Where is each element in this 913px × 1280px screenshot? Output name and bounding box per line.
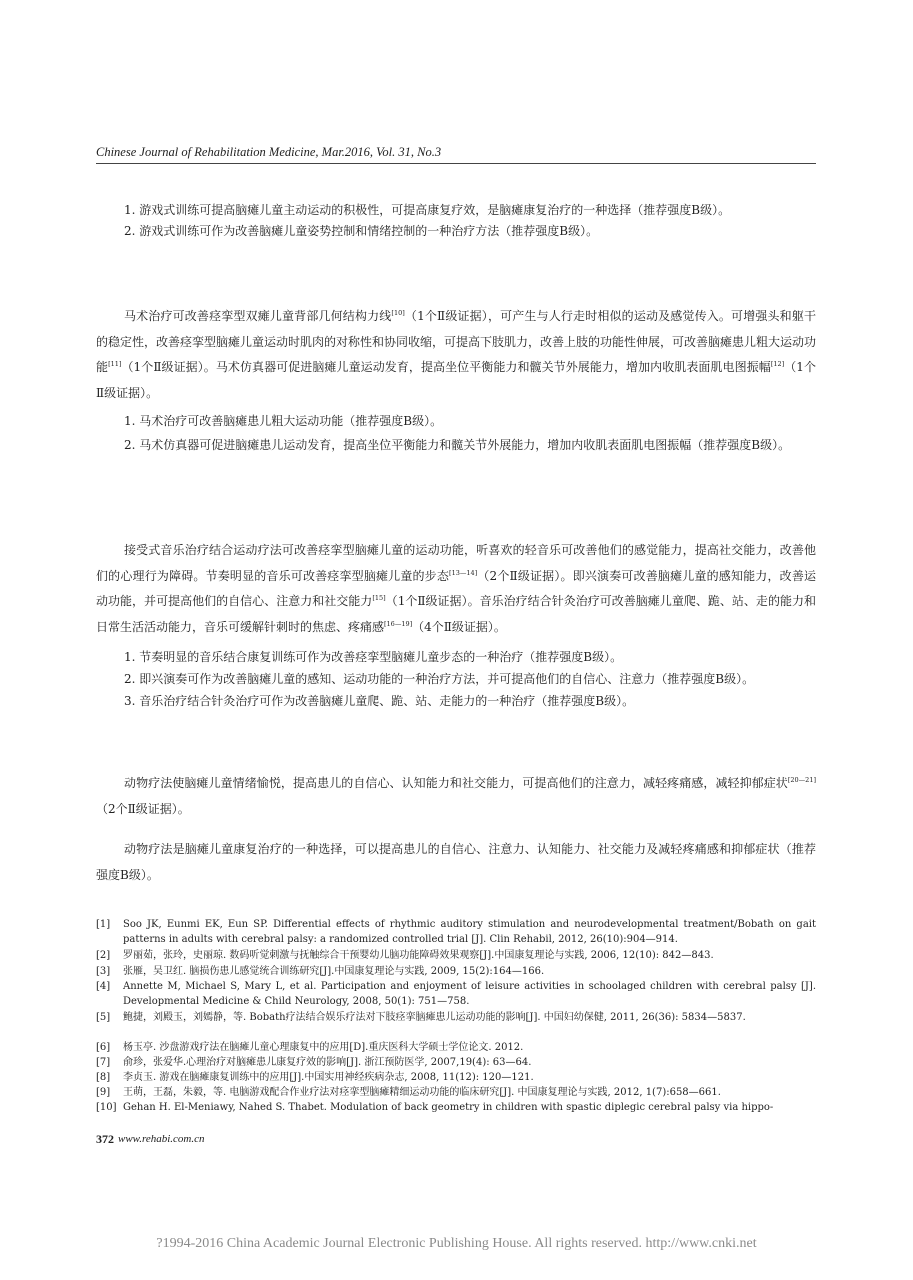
horse-therapy-paragraph: 马术治疗可改善痉挛型双瘫儿童背部几何结构力线[10]（1个Ⅱ级证据），可产生与人行走时相似的运动及感觉传入。可增强头和躯干的稳定性，改善痉挛型脑瘫儿童运动时肌肉的对称性和协同收缩，可提高下肢肌力，改善上肢的功能性伸展，可改善脑瘫患儿粗大运动功能[11]（1个Ⅱ级证据）。马术仿真器可促进脑瘫儿童运动发育，提高坐位平衡能力和髋关节外展能力，增加内收肌表面肌电图振幅[12]（1个Ⅱ级证据）。 bbox=[96, 309, 817, 400]
reference-item: [6] 杨玉亭. 沙盘游戏疗法在脑瘫儿童心理康复中的应用[D].重庆医科大学硕士学位论文. 2012. bbox=[96, 1042, 524, 1053]
copyright-notice: ?1994-2016 China Academic Journal Electronic Publishing House. All rights reserved. http://www.cnki.net bbox=[156, 1236, 757, 1251]
header-rule bbox=[96, 163, 816, 164]
music-rec-3: 3. 音乐治疗结合针灸治疗可作为改善脑瘫儿童爬、跪、站、走能力的一种治疗（推荐强度B级）。 bbox=[124, 694, 635, 708]
journal-url[interactable]: www.rehabi.com.cn bbox=[118, 1133, 205, 1145]
music-rec-1: 1. 节奏明显的音乐结合康复训练可作为改善痉挛型脑瘫儿童步态的一种治疗（推荐强度B级）。 bbox=[124, 650, 623, 664]
reference-item: [3] 张雁，吴卫红. 脑损伤患儿感觉统合训练研究[J].中国康复理论与实践, 2009, 15(2):164—166. bbox=[96, 966, 545, 977]
game-rec-1: 1. 游戏式训练可提高脑瘫儿童主动运动的积极性，可提高康复疗效，是脑瘫康复治疗的一种选择（推荐强度B级）。 bbox=[124, 203, 731, 217]
game-rec-2: 2. 游戏式训练可作为改善脑瘫儿童姿势控制和情绪控制的一种治疗方法（推荐强度B级）。 bbox=[124, 224, 599, 238]
journal-header: Chinese Journal of Rehabilitation Medicine, Mar.2016, Vol. 31, No.3 bbox=[96, 145, 442, 159]
reference-item: [5] 鲍捷，刘殿玉，刘嫣静，等. Bobath疗法结合娱乐疗法对下肢痉挛脑瘫患儿运动功能的影响[J]. 中国妇幼保健, 2011, 26(36): 5834—5837. bbox=[96, 1012, 746, 1023]
reference-item: [9] 王萌，王磊，朱毅，等. 电脑游戏配合作业疗法对痉挛型脑瘫精细运动功能的临床研究[J]. 中国康复理论与实践, 2012, 1(7):658—661. bbox=[96, 1087, 721, 1098]
animal-therapy-paragraph: 动物疗法使脑瘫儿童情绪愉悦，提高患儿的自信心、认知能力和社交能力，可提高他们的注意力，减轻疼痛感，减轻抑郁症状[20—21]（2个Ⅱ级证据）。 bbox=[96, 776, 816, 816]
horse-rec-2: 2. 马术仿真器可促进脑瘫患儿运动发育，提高坐位平衡能力和髋关节外展能力，增加内收肌表面肌电图振幅（推荐强度B级）。 bbox=[124, 438, 791, 452]
reference-item: [10] Gehan H. El-Meniawy, Nahed S. Thabet. Modulation of back geometry in children with spastic diplegic cerebral palsy via hippo- bbox=[96, 1102, 774, 1113]
reference-item: [2] 罗丽茹，张玲，史丽琼. 数码听觉刺激与抚触综合干预婴幼儿脑功能障碍效果观察[J].中国康复理论与实践, 2006, 12(10): 842—843. bbox=[96, 950, 714, 961]
music-therapy-paragraph: 接受式音乐治疗结合运动疗法可改善痉挛型脑瘫儿童的运动功能，听喜欢的轻音乐可改善他们的感觉能力，提高社交能力，改善他们的心理行为障碍。节奏明显的音乐可改善痉挛型脑瘫儿童的步态[13—14]（2个Ⅱ级证据）。即兴演奏可改善脑瘫儿童的感知能力，改善运动功能，并可提高他们的自信心、注意力和社交能力[15]（1个Ⅱ级证据）。音乐治疗结合针灸治疗可改善脑瘫儿童爬、跪、站、走的能力和日常生活活动能力，音乐可缓解针刺时的焦虑、疼痛感[16—19]（4个Ⅱ级证据）。 bbox=[96, 543, 816, 634]
reference-item: [4] Annette M, Michael S, Mary L, et al. Participation and enjoyment of leisure activities in schoolaged children with cerebral palsy [J]. Developmental Medicine & Child Neurology, 2008, 50(1): 751—758. bbox=[96, 981, 816, 1008]
reference-item: [1] Soo JK, Eunmi EK, Eun SP. Differential effects of rhythmic auditory stimulation and neurodevelopmental treatment/Bobath on gait patterns in adults with cerebral palsy: a randomized controlled trial [J]. Clin Rehabil, 2012, 26(10):904—914. bbox=[96, 919, 816, 946]
citation: [13—14] bbox=[449, 568, 478, 577]
horse-rec-1: 1. 马术治疗可改善脑瘫患儿粗大运动功能（推荐强度B级）。 bbox=[124, 414, 443, 428]
music-rec-2: 2. 即兴演奏可作为改善脑瘫儿童的感知、运动功能的一种治疗方法，并可提高他们的自信心、注意力（推荐强度B级）。 bbox=[124, 672, 755, 686]
reference-item: [8] 李贞玉. 游戏在脑瘫康复训练中的应用[J].中国实用神经疾病杂志, 2008, 11(12): 120—121. bbox=[96, 1072, 534, 1083]
citation: [11] bbox=[108, 360, 122, 368]
animal-recommendation: 动物疗法是脑瘫儿童康复治疗的一种选择，可以提高患儿的自信心、注意力、认知能力、社交能力及减轻疼痛感和抑郁症状（推荐强度B级）。 bbox=[96, 842, 816, 882]
citation: [10] bbox=[391, 309, 405, 317]
citation: [20—21] bbox=[787, 776, 816, 784]
page-number: 372 bbox=[96, 1132, 114, 1146]
citation: [15] bbox=[372, 594, 386, 602]
citation: [16—19] bbox=[384, 619, 413, 628]
reference-item: [7] 俞珍，张爱华.心理治疗对脑瘫患儿康复疗效的影响[J]. 浙江预防医学, 2007,19(4): 63—64. bbox=[96, 1057, 532, 1068]
citation: [12] bbox=[770, 360, 785, 368]
